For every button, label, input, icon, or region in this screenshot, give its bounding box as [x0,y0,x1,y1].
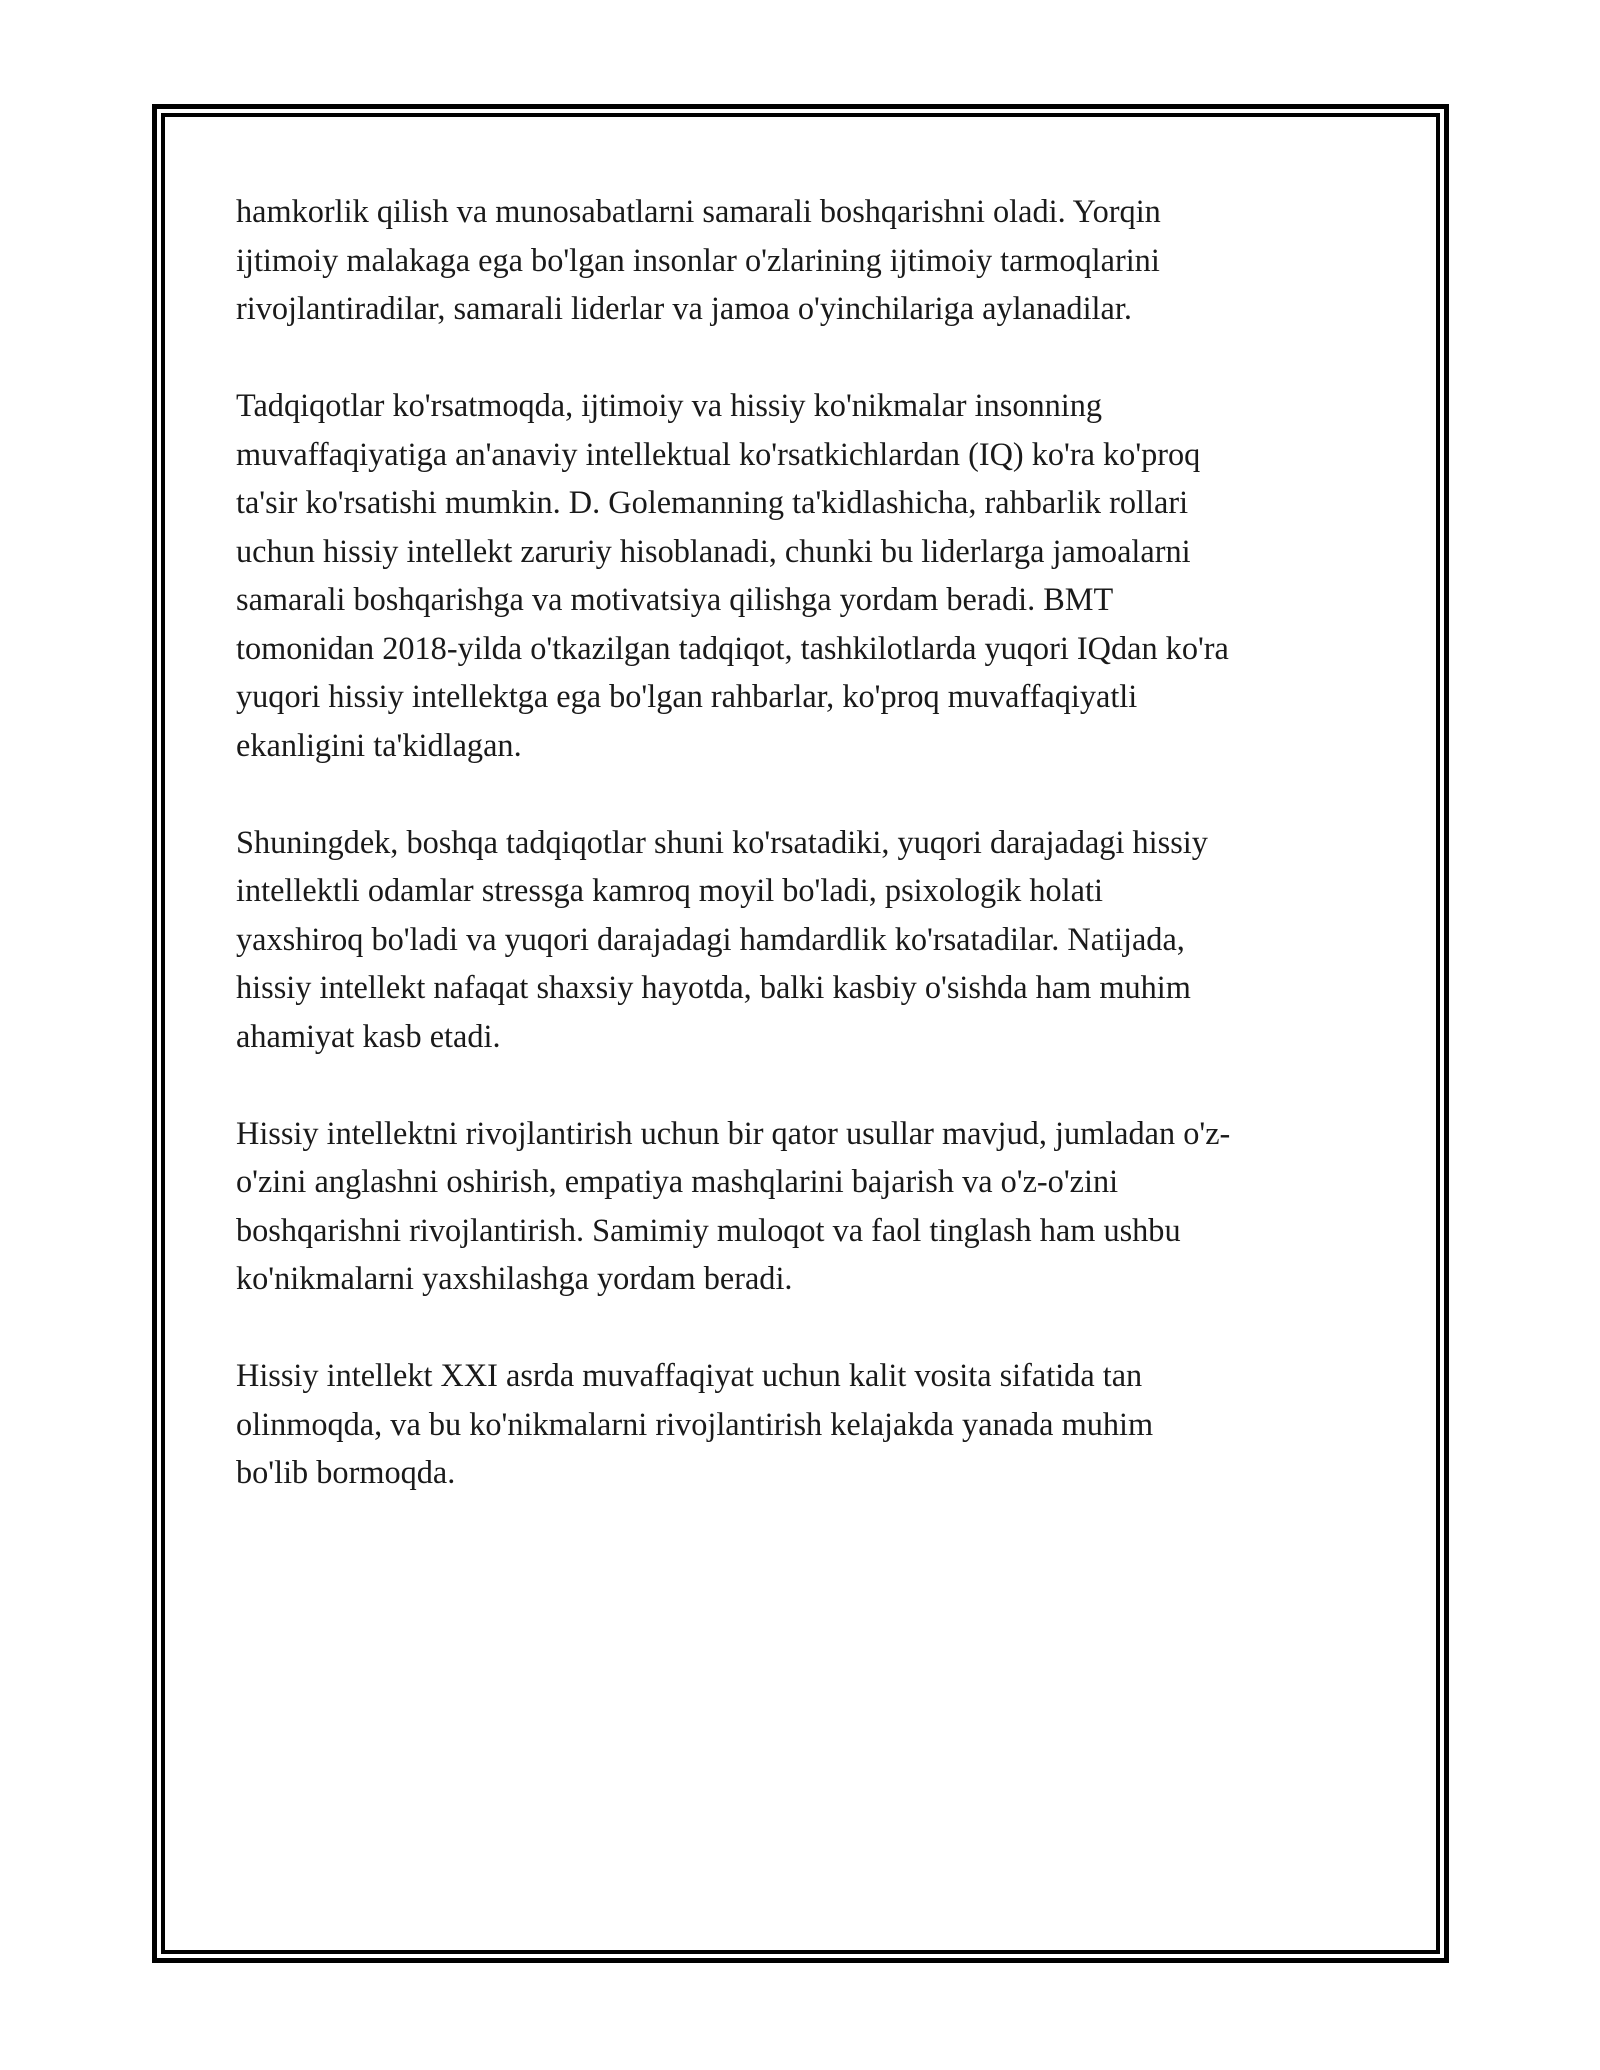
text-line: intellektli odamlar stressga kamroq moyil bo'ladi, psixologik holati [236,872,1103,908]
text-line: o'zini anglashni oshirish, empatiya mashqlarini bajarish va o'z-o'zini [236,1163,1119,1199]
text-line: ahamiyat kasb etadi. [236,1017,501,1054]
text-line: Shuningdek, boshqa tadqiqotlar shuni ko'rsatadiki, yuqori darajadagi hissiy [236,823,1208,860]
text-line: tomonidan 2018-yilda o'tkazilgan tadqiqot, tashkilotlarda yuqori IQdan ko'ra [236,629,1229,666]
text-line: muvaffaqiyatiga an'anaviy intellektual ko'rsatkichlardan (IQ) ko'ra ko'proq [236,435,1201,472]
text-line: hamkorlik qilish va munosabatlarni samarali boshqarishni oladi. Yorqin [236,193,1161,229]
paragraph-3 [236,818,1376,1061]
text-line: ko'nikmalarni yaxshilashga yordam beradi. [236,1260,793,1296]
text-line: rivojlantiradilar, samarali liderlar va jamoa o'yinchilariga aylanadilar. [236,290,1132,326]
text-line: ta'sir ko'rsatishi mumkin. D. Golemanning ta'kidlashicha, rahbarlik rollari [236,484,1189,520]
text-line: samarali boshqarishga va motivatsiya qilishga yordam beradi. BMT [236,581,1114,617]
text-line: uchun hissiy intellekt zaruriy hisoblanadi, chunki bu liderlarga jamoalarni [236,532,1191,569]
text-line: bo'lib bormoqda. [236,1454,456,1490]
text-line: olinmoqda, va bu ko'nikmalarni rivojlantirish kelajakda yanada muhim [236,1405,1154,1442]
paragraph-5 [236,1351,1376,1497]
text-line: hissiy intellekt nafaqat shaxsiy hayotda, balki kasbiy o'sishda ham muhim [236,969,1191,1005]
paragraph-4 [236,1109,1376,1303]
text-line: yaxshiroq bo'ladi va yuqori darajadagi hamdardlik ko'rsatadilar. Natijada, [236,920,1185,957]
document-body [236,187,1376,1545]
paragraph-1 [236,187,1376,333]
text-line: ijtimoiy malakaga ega bo'lgan insonlar o'zlarining ijtimoiy tarmoqlarini [236,241,1160,278]
text-line: Tadqiqotlar ko'rsatmoqda, ijtimoiy va hissiy ko'nikmalar insonning [236,387,1103,423]
text-line: ekanligini ta'kidlagan. [236,726,522,763]
text-line: Hissiy intellektni rivojlantirish uchun bir qator usullar mavjud, jumladan o'z- [236,1114,1231,1151]
paragraph-2 [236,381,1376,769]
text-line: yuqori hissiy intellektga ega bo'lgan rahbarlar, ko'proq muvaffaqiyatli [236,678,1138,714]
text-line: Hissiy intellekt XXI asrda muvaffaqiyat uchun kalit vosita sifatida tan [236,1357,1143,1393]
text-line: boshqarishni rivojlantirish. Samimiy muloqot va faol tinglash ham ushbu [236,1211,1181,1248]
